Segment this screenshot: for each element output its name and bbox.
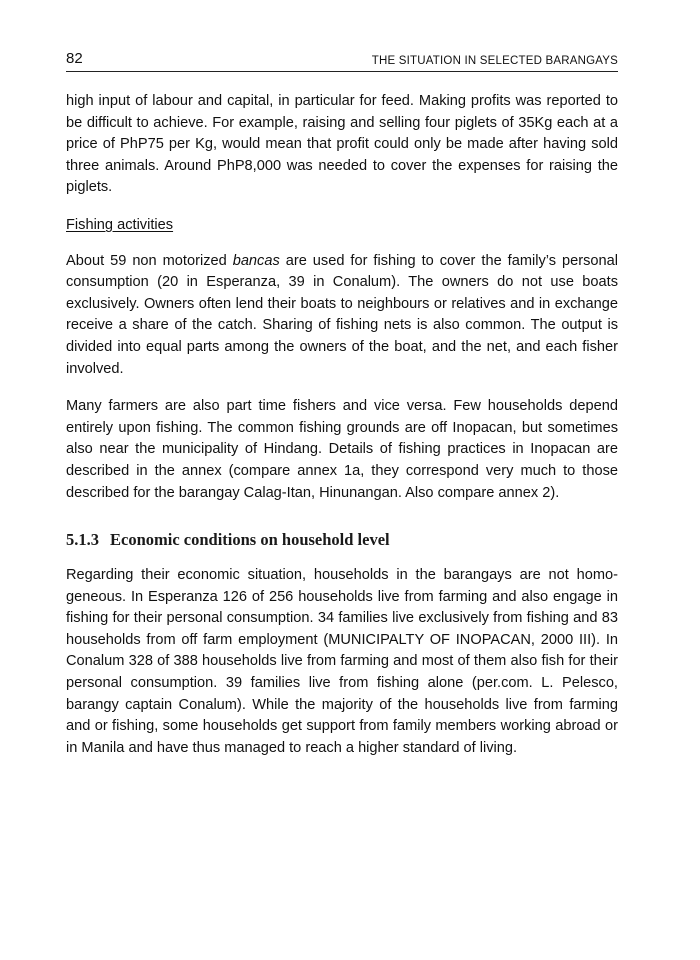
paragraph-economic-situation: Regarding their economic situation, households in the barangays are not homogeneous. In Esperanza 126 of 256 households live from farming and also engage in fishing for their personal consumption. 34 families live exclusively from fishing and 83 households from off farm employment (MUNICIPALTY OF INOPACAN, 2000 III). In Conalum 328 of 388 households live from farming and most of them also fish for their personal consumption. 39 families live from fishing alone (per.com. L. Pelesco, barangy captain Conalum). While the majority of the households live from farming and or fishing, some households get support from family members working abroad or in Manila and have thus managed to reach a higher standard of living. bbox=[66, 567, 618, 756]
page-number: 82 bbox=[66, 50, 83, 67]
paragraph-part-time-fishers: Many farmers are also part time fishers and vice versa. Few households depend entirely upon fishing. The common fishing grounds are off Inopacan, but sometimes also near the municipality of Hindang. Details of fishing practices in Inopacan are described in the annex (compare annex 1a, they correspond very much to those described for the barangay Calag-Itan, Hinunangan. Also compare annex 2). bbox=[66, 398, 618, 501]
section-title: Economic conditions on household level bbox=[110, 530, 390, 550]
section-heading bbox=[66, 529, 618, 551]
page-header bbox=[66, 48, 618, 72]
bancas-italic: bancas bbox=[232, 252, 280, 269]
running-title: THE SITUATION IN SELECTED BARANGAYS bbox=[371, 55, 618, 67]
paragraph-bancas-rest: are used for fishing to cover the family’s personal consumption (20 in Esperanza, 39 in Conalum). The owners do not use boats exclusively. Owners often lend their boats to neighbours or relatives and in exchange receive a share of the catch. Sharing of fishing nets is also common. The output is divided into equal parts among the owners of the boat, and the net, and each fisher involved. bbox=[66, 252, 618, 377]
paragraph-bancas bbox=[66, 251, 618, 381]
section-number: 5.1.3 bbox=[66, 530, 99, 550]
paragraph-bancas-start: About 59 non motorized bbox=[66, 252, 233, 269]
body-text bbox=[66, 91, 618, 759]
subheading-fishing-activities: Fishing activities bbox=[66, 216, 174, 233]
paragraph-feed-costs: high input of labour and capital, in particular for feed. Making profits was reported to be difficult to achieve. For example, raising and selling four piglets of 35Kg each at a price of PhP75 per Kg, would mean that profit could only be made after having sold three animals. Around PhP8,000 was needed to cover the expenses for raising the piglets. bbox=[66, 93, 618, 196]
document-page bbox=[66, 48, 618, 775]
